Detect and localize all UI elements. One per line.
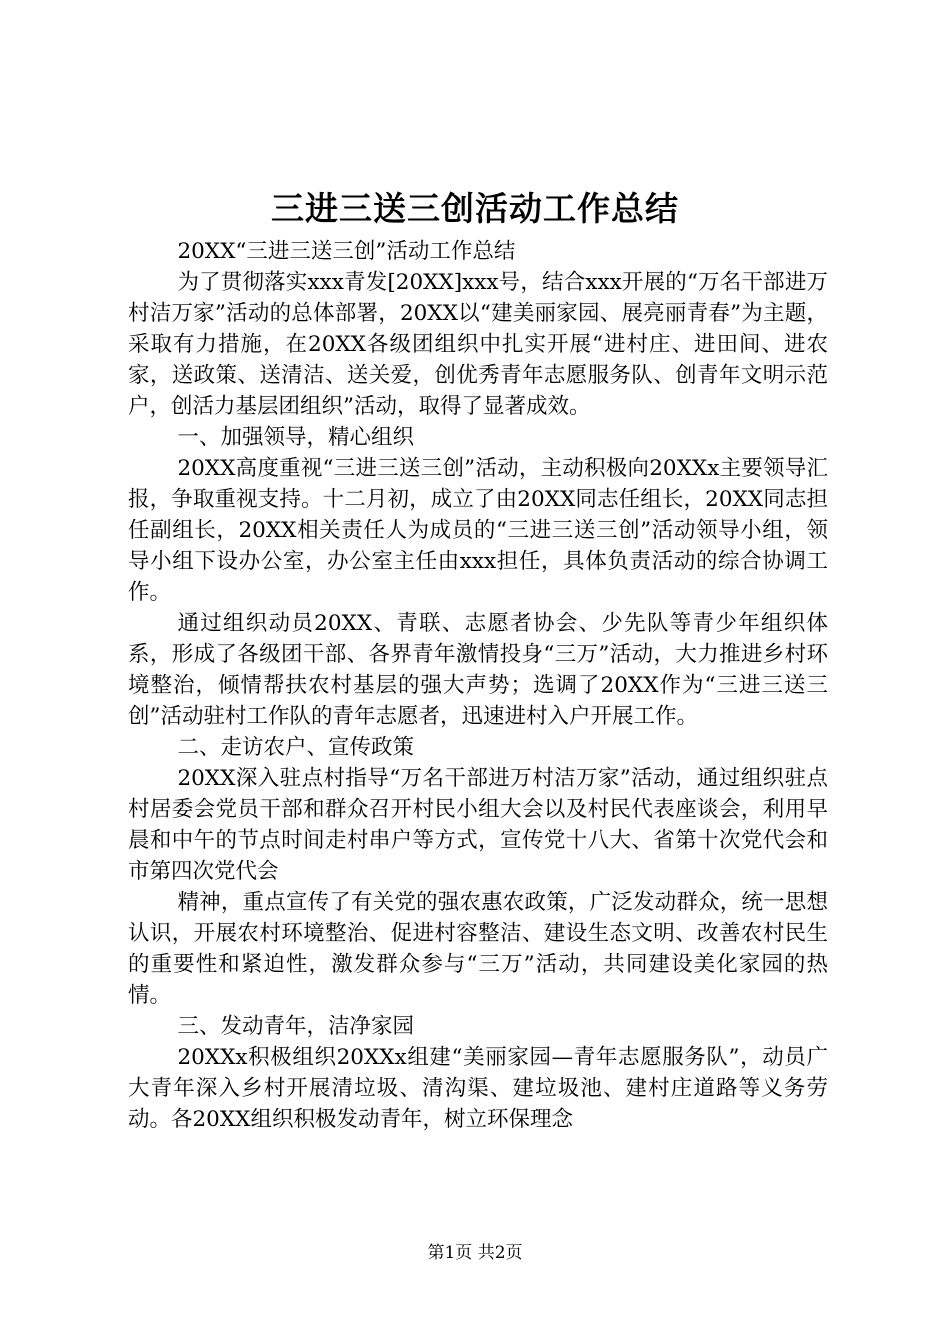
paragraph-subtitle: 20XX“三进三送三创”活动工作总结: [177, 239, 516, 264]
section-heading-1: 一、加强领导，精心组织: [177, 425, 414, 450]
document-title: 三进三送三创活动工作总结: [271, 189, 679, 228]
paragraph: 20XXx积极组织20XXx组建“美丽家园—青年志愿服务队”，动员广大青年深入乡村开展清垃圾、清沟渠、建垃圾池、建村庄道路等义务劳动。各20XX组织积极发动青年，树立环保理念: [128, 1045, 828, 1132]
page-number-footer: 第1页 共2页: [427, 1243, 523, 1263]
paragraph: 精神，重点宣传了有关党的强农惠农政策，广泛发动群众，统一思想认识，开展农村环境整治、促进村容整洁、建设生态文明、改善农村民生的重要性和紧迫性，激发群众参与“三万”活动，共同建设美化家园的热情。: [128, 890, 828, 1008]
paragraph: 通过组织动员20XX、青联、志愿者协会、少先队等青少年组织体系，形成了各级团干部、各界青年激情投身“三万”活动，大力推进乡村环境整治，倾情帮扶农村基层的强大声势；选调了20XX作为“三进三送三创”活动驻村工作队的青年志愿者，迅速进村入户开展工作。: [128, 611, 828, 729]
paragraph: 20XX深入驻点村指导“万名干部进万村洁万家”活动，通过组织驻点村居委会党员干部和群众召开村民小组大会以及村民代表座谈会，利用早晨和中午的节点时间走村串户等方式，宣传党十八大、省第十次党代会和市第四次党代会: [128, 766, 828, 884]
paragraph: 20XX高度重视“三进三送三创”活动，主动积极向20XXx主要领导汇报，争取重视支持。十二月初，成立了由20XX同志任组长，20XX同志担任副组长，20XX相关责任人为成员的“三进三送三创”活动领导小组，领导小组下设办公室，办公室主任由xxx担任，具体负责活动的综合协调工作。: [128, 456, 828, 605]
document-body: [128, 236, 828, 1135]
section-heading-2: 二、走访农户、宣传政策: [177, 735, 414, 760]
section-heading-3: 三、发动青年，洁净家园: [177, 1014, 414, 1039]
paragraph-intro: 为了贯彻落实xxx青发[20XX]xxx号，结合xxx开展的“万名干部进万村洁万家”活动的总体部署，20XX以“建美丽家园、展亮丽青春”为主题，采取有力措施，在20XX各级团组织中扎实开展“进村庄、进田间、进农家，送政策、送清洁、送关爱，创优秀青年志愿服务队、创青年文明示范户，创活力基层团组织”活动，取得了显著成效。: [128, 270, 828, 419]
